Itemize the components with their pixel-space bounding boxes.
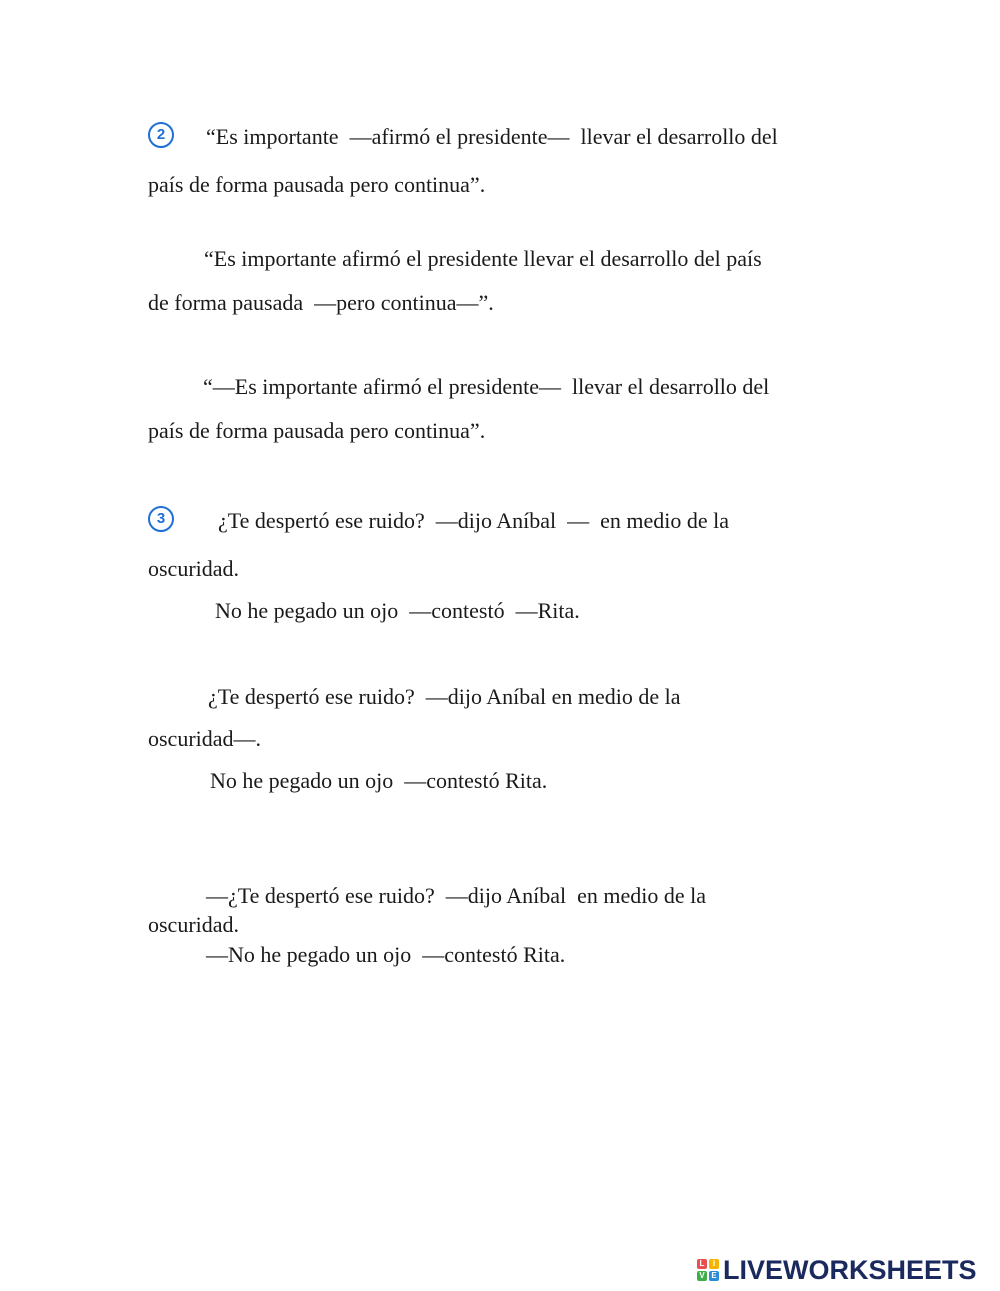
number-3-circle-icon: 3: [148, 506, 174, 532]
section3-option3-line1: —¿Te despertó ese ruido? —dijo Aníbal en medio de la: [206, 883, 707, 908]
logo-text: LIVEWORKSHEETS: [723, 1255, 977, 1285]
section3-option3-line3: —No he pegado un ojo —contestó Rita.: [206, 942, 566, 967]
section2-option1-line2: país de forma pausada pero continua”.: [148, 172, 486, 197]
logo-letter-i: I: [709, 1259, 719, 1269]
live-logo-icon: [697, 1259, 719, 1281]
logo-letter-v: V: [697, 1271, 707, 1281]
section3-option2-line3: No he pegado un ojo —contestó Rita.: [210, 768, 548, 793]
section2-option2-line2: de forma pausada —pero continua—”.: [148, 290, 494, 315]
section3-option1-line1: ¿Te despertó ese ruido? —dijo Aníbal — en medio de la: [218, 508, 730, 533]
number-2-circle-icon: 2: [148, 122, 174, 148]
liveworksheets-logo: [697, 1255, 977, 1285]
section2-option3-line1: “—Es importante afirmó el presidente— llevar el desarrollo del: [203, 374, 770, 399]
section2-option2-line1: “Es importante afirmó el presidente llevar el desarrollo del país: [204, 246, 762, 271]
section2-option1-line1: “Es importante —afirmó el presidente— llevar el desarrollo del: [206, 124, 778, 149]
logo-letter-l: L: [697, 1259, 707, 1269]
section3-option2-line2: oscuridad—.: [148, 726, 262, 751]
logo-letter-e: E: [709, 1271, 719, 1281]
section3-option2-line1: ¿Te despertó ese ruido? —dijo Aníbal en medio de la: [208, 684, 681, 709]
section3-option3-line2: oscuridad.: [148, 912, 240, 937]
section2-option3-line2: país de forma pausada pero continua”.: [148, 418, 486, 443]
section3-option1-line2: oscuridad.: [148, 556, 240, 581]
section3-option1-line3: No he pegado un ojo —contestó —Rita.: [215, 598, 580, 623]
